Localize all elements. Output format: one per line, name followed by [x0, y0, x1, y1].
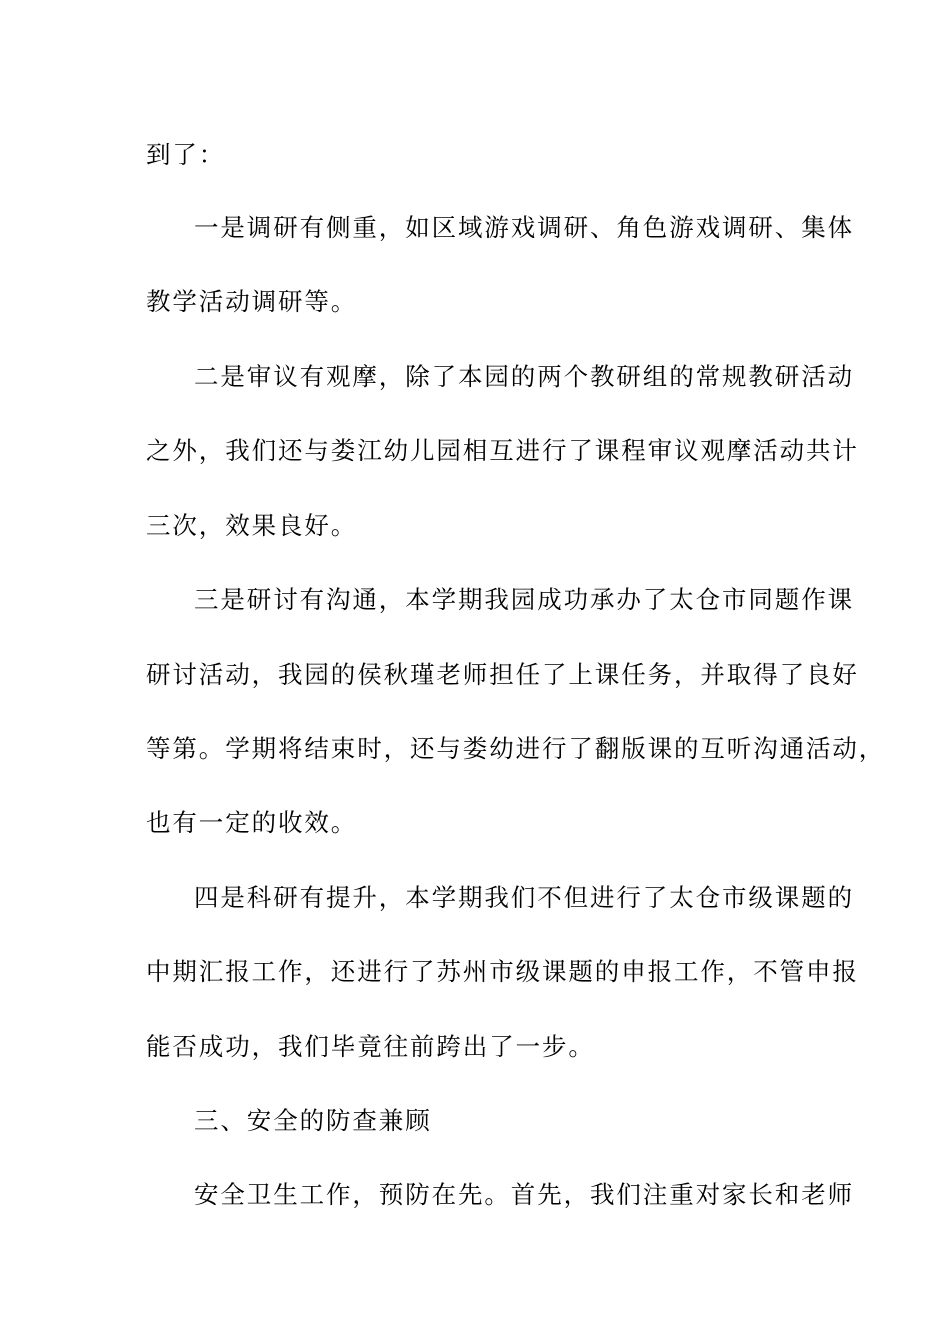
paragraph-5-line-1: 安全卫生工作，预防在先。首先，我们注重对家长和老师: [194, 1180, 854, 1209]
paragraph-2-line-2: 之外，我们还与娄江幼儿园相互进行了课程审议观摩活动共计: [146, 436, 859, 465]
paragraph-3-line-4: 也有一定的收效。: [146, 808, 358, 837]
paragraph-1-line-2: 教学活动调研等。: [146, 287, 358, 316]
paragraph-4-line-3: 能否成功，我们毕竟往前跨出了一步。: [146, 1032, 595, 1061]
paragraph-2-line-1: 二是审议有观摩，除了本园的两个教研组的常规教研活动: [194, 362, 854, 391]
paragraph-4-line-2: 中期汇报工作，还进行了苏州市级课题的申报工作，不管申报: [146, 957, 859, 986]
paragraph-continuation-line: 到了：: [146, 140, 226, 169]
paragraph-4-line-1: 四是科研有提升，本学期我们不但进行了太仓市级课题的: [194, 883, 854, 912]
paragraph-3-line-3: 等第。学期将结束时，还与娄幼进行了翻版课的互听沟通活动，: [146, 734, 886, 763]
section-heading: 三、安全的防查兼顾: [194, 1106, 432, 1135]
paragraph-3-line-2: 研讨活动，我园的侯秋瑾老师担任了上课任务，并取得了良好: [146, 660, 859, 689]
paragraph-2-line-3: 三次，效果良好。: [146, 511, 358, 540]
paragraph-3-line-1: 三是研讨有沟通，本学期我园成功承办了太仓市同题作课: [194, 585, 854, 614]
paragraph-1-line-1: 一是调研有侧重，如区域游戏调研、角色游戏调研、集体: [194, 213, 854, 242]
